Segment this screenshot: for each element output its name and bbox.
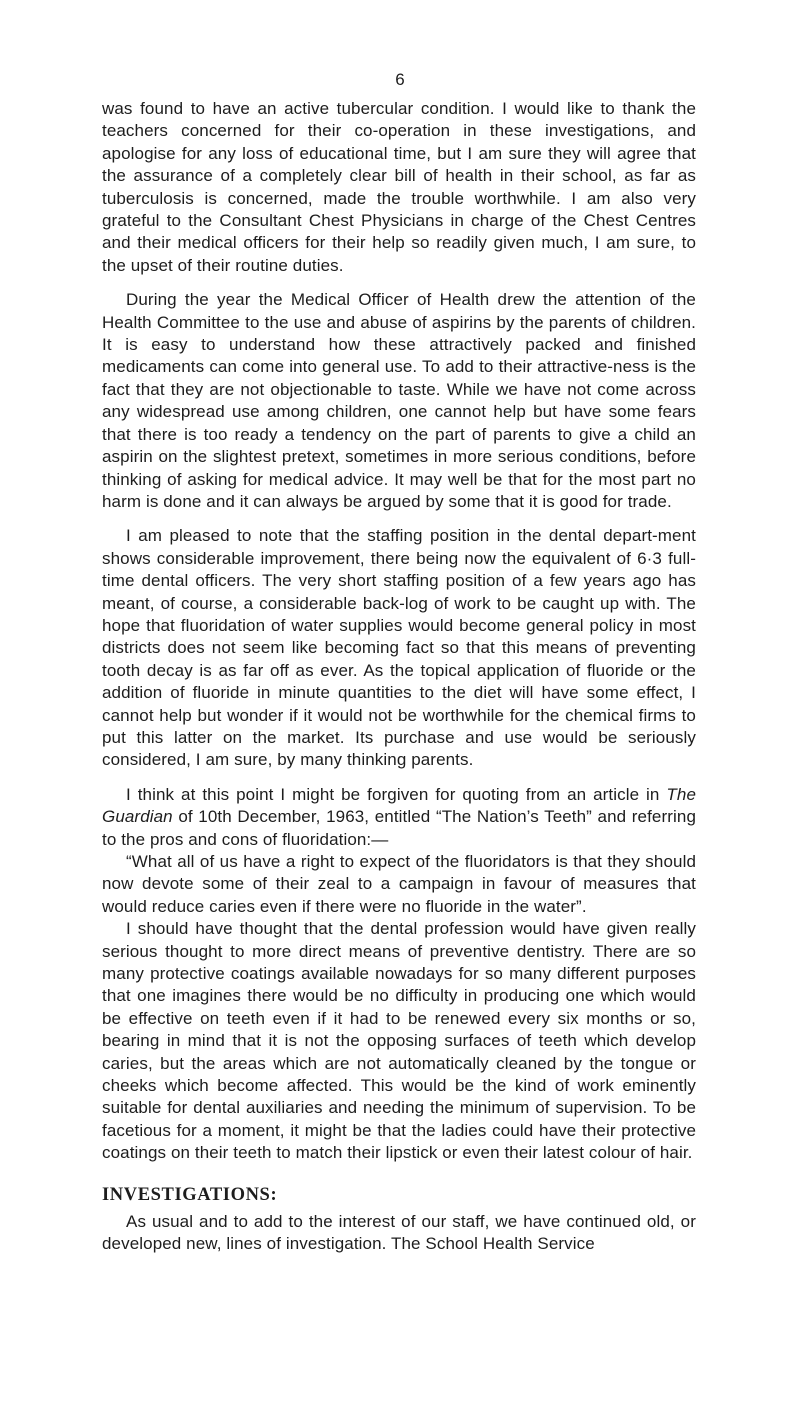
paragraph-preventive-dentistry: I should have thought that the dental profession would have given really serious thought to more direct means of preventive dentistry. There are so many protective coatings available nowadays for so many different purposes that one imagines there would be no difficulty in producing one which would be effective on teeth even if it had to be renewed every six months or so, bearing in mind that it is not the opposing surfaces of teeth which develop caries, but the areas which are not automatically cleaned by the tongue or cheeks which become affected. This would be the kind of work eminently suitable for dental auxiliaries and needing the minimum of supervision. To be facetious for a moment, it might be that the ladies could have their protective coatings on their teeth to match their lipstick or even their latest colour of hair. [102, 919, 696, 1163]
newspaper-title: The Guardian [102, 784, 696, 827]
section-heading-investigations: INVESTIGATIONS: [102, 1184, 278, 1205]
quote-intro-start: I think at this point I might be forgiven for quoting from an article in [126, 784, 667, 804]
paragraph-guardian-quote: “What all of us have a right to expect of the fluoridators is that they should now devote some of their zeal to a campaign in favour of measures that would reduce caries even if there were no fluoride in the water”. [102, 852, 696, 916]
paragraph-tuberculosis-thanks: was found to have an active tubercular condition. I would like to thank the teachers concerned for their co-operation in these investigations, and apologise for any loss of educational time, but I am sure they will agree that the assurance of a completely clear bill of health in their school, as far as tuberculosis is concerned, made the trouble worthwhile. I am also very grateful to the Consultant Chest Physicians in charge of the Chest Centres and their medical officers for their help so readily given much, I am sure, to the upset of their routine duties. [102, 99, 696, 275]
paragraph-aspirins: During the year the Medical Officer of Health drew the attention of the Health Committee to the use and abuse of aspirins by the parents of children. It is easy to understand how these attractively packed and finished medicaments can come into general use. To add to their attractive-ness is the fact that they are not objectionable to taste. While we have not come across any widespread use among children, one cannot help but have some fears that there is too ready a tendency on the part of parents to give a child an aspirin on the slightest pretext, sometimes in more serious conditions, before thinking of asking for medical advice. It may well be that for the most part no harm is done and it can always be argued by some that it is good for trade. [102, 290, 696, 511]
paragraph-investigations: As usual and to add to the interest of our staff, we have continued old, or developed new, lines of investigation. The School Health Service [102, 1211, 696, 1254]
quote-intro-end: of 10th December, 1963, entitled “The Nation’s Teeth” and referring to the pros and cons of fluoridation:— [102, 807, 696, 849]
body-text [102, 98, 696, 1256]
paragraph-dental-staffing: I am pleased to note that the staffing position in the dental depart-ment shows considerable improvement, there being now the equivalent of 6·3 full-time dental officers. The very short staffing position of a few years ago has meant, of course, a considerable back-log of work to be caught up with. The hope that fluoridation of water supplies would become general policy in most districts does not seem like becoming fact so that this means of preventing tooth decay is as far off as ever. As the topical application of fluoride or the addition of fluoride in minute quantities to the diet will have some effect, I cannot help but wonder if it would not be worthwhile for the chemical firms to put this latter on the market. Its purchase and use would be seriously considered, I am sure, by many thinking parents. [102, 526, 696, 770]
page-number: 6 [395, 70, 405, 89]
paragraph-guardian-quote-intro [102, 784, 696, 851]
